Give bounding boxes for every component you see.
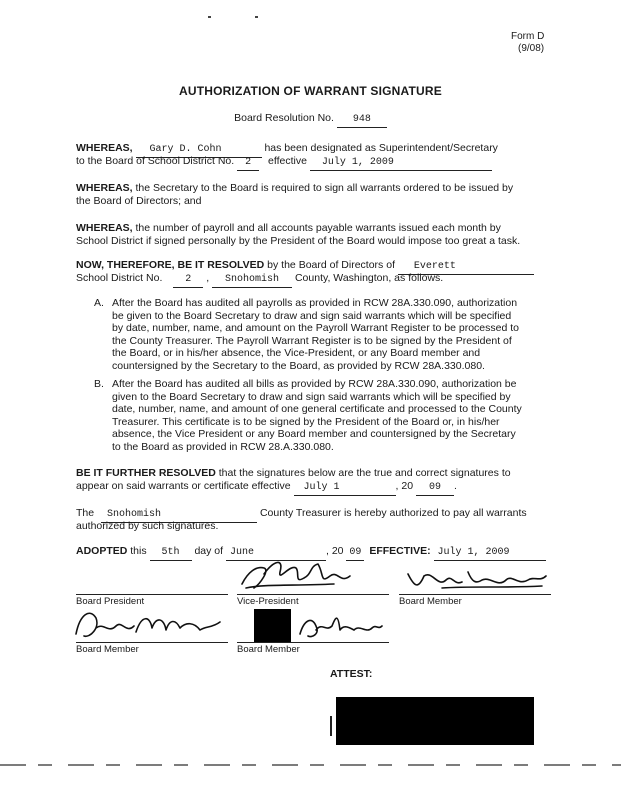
adopted-day: 5th — [150, 547, 192, 561]
district-number-2: 2 — [173, 274, 203, 288]
further-keyword: BE IT FURTHER RESOLVED — [76, 467, 216, 479]
item-b-line: After the Board has audited all bills as provided by RCW 28A.330.090, authorization be — [112, 378, 517, 390]
redaction-block — [254, 609, 291, 642]
item-a-line: be given to the Board Secretary to draw and sign said warrants which will be specified — [112, 309, 512, 322]
board-member-1-label: Board Member — [399, 596, 462, 607]
item-b-marker: B. — [94, 378, 104, 390]
board-member-2-signature-line — [76, 642, 228, 643]
item-b-line: to the Board as provided in RCW 28.A.330.080. — [112, 440, 334, 453]
whereas-1-text-a: has been designated as Superintendent/Secretary — [264, 142, 498, 154]
item-b — [112, 378, 522, 453]
secretary-name: Gary D. Cohn — [136, 144, 262, 158]
board-member-3-label: Board Member — [237, 644, 300, 655]
county-name: Snohomish — [212, 274, 292, 288]
adopted-year: 09 — [346, 547, 364, 561]
whereas-2 — [76, 182, 513, 195]
scan-artifact-dot — [255, 16, 258, 18]
further-line2 — [76, 480, 457, 496]
treasurer-line2: authorized by such signatures. — [76, 520, 219, 532]
whereas-3-line2: School District if signed personally by the President of the Board would impose too great a task. — [76, 235, 521, 247]
whereas-keyword: WHEREAS, — [76, 142, 133, 154]
year-prefix: , 20 — [395, 480, 414, 492]
board-member-signature-3 — [294, 606, 384, 646]
treasurer-text-a: County Treasurer is hereby authorized to pay all warrants — [259, 507, 527, 519]
whereas-1-text-c: effective — [268, 155, 307, 167]
board-member-signature-2 — [70, 604, 230, 644]
president-signature-line — [76, 594, 228, 595]
period: . — [453, 480, 457, 492]
resolved-keyword: NOW, THEREFORE, BE IT RESOLVED — [76, 259, 265, 271]
item-a-line: by date, number, name, and amount on the Payroll Warrant Register to be processed to — [112, 322, 520, 334]
item-b-line: Treasurer. This certificate is to be signed by the President of the Board or, in his/her — [112, 415, 500, 428]
resolved-text-a: by the Board of Directors of — [267, 259, 395, 271]
adopted-month: June — [226, 547, 326, 561]
item-b-line: date, number, name, and amount of one general certificate and processed to the County — [112, 403, 522, 415]
item-a-line: the Board, or in his/her absence, the Vice-President, or any Board member and — [112, 347, 481, 359]
further-year: 09 — [416, 482, 454, 496]
board-member-3-signature-line — [237, 642, 389, 643]
board-president-label: Board President — [76, 596, 145, 607]
treasurer-county: Snohomish — [101, 509, 257, 523]
vice-president-label: Vice-President — [237, 596, 299, 607]
item-a-line: After the Board has audited all payrolls as provided in RCW 28A.330.090, authorization — [112, 297, 518, 309]
resolution-label: Board Resolution No. — [234, 112, 334, 124]
resolved-text-c: County, Washington, as follows. — [294, 272, 444, 284]
item-a-line: the County Treasurer. The Payroll Warrant Register is to be signed by the President of — [112, 334, 512, 347]
whereas-3 — [76, 222, 501, 235]
form-id: Form D — [511, 31, 545, 42]
whereas-1-line2 — [76, 155, 492, 171]
board-member-2-label: Board Member — [76, 644, 139, 655]
further-text-b: appear on said warrants or certificate effective — [76, 480, 291, 492]
effective-date: July 1, 2009 — [310, 157, 492, 171]
resolution-line — [0, 112, 621, 128]
resolved-line2: School District No. 2 , Snohomish County, Washington, as follows. — [76, 272, 443, 288]
item-a-line: countersigned by the Secretary to the Board, as provided by RCW 28A.330.080. — [112, 359, 485, 372]
district-number: 2 — [237, 157, 259, 171]
adopted-year-prefix: , 20 — [325, 545, 344, 557]
scan-artifact-dot — [208, 16, 211, 18]
president-signature — [234, 554, 374, 594]
vice-president-signature-line — [237, 594, 389, 595]
resolved-text-b: School District No. — [76, 272, 163, 284]
district-name: Everett — [398, 261, 534, 275]
whereas-keyword: WHEREAS, — [76, 182, 133, 194]
redaction-block — [336, 697, 534, 745]
adopted-day-of: day of — [194, 545, 224, 557]
item-b-line: absence, the Vice President or any Board member and countersigned by the Secretary — [112, 428, 516, 440]
page-title: AUTHORIZATION OF WARRANT SIGNATURE — [178, 84, 442, 98]
board-member-1-signature-line — [399, 594, 551, 595]
whereas-keyword: WHEREAS, — [76, 222, 133, 234]
adopted-this: this — [130, 545, 147, 557]
adopted-effective-date: July 1, 2009 — [434, 547, 546, 561]
treasurer-the: The — [76, 507, 95, 519]
whereas-1-text-b: to the Board of School District No. — [76, 155, 235, 167]
further-resolved — [76, 467, 511, 480]
further-effective-date: July 1 — [294, 482, 396, 496]
form-date: (9/08) — [518, 43, 545, 54]
adopted-label: ADOPTED — [76, 545, 128, 557]
scan-artifact-row — [0, 764, 621, 766]
whereas-3-line1: the number of payroll and all accounts payable warrants issued each month by — [135, 222, 501, 234]
item-a — [112, 297, 519, 372]
whereas-2-line1: the Secretary to the Board is required to sign all warrants ordered to be issued by — [135, 182, 514, 194]
effective-label: EFFECTIVE: — [369, 545, 431, 557]
item-a-marker: A. — [94, 297, 104, 309]
resolution-number: 948 — [337, 114, 387, 128]
item-b-line: given to the Board Secretary to draw and sign said warrants which will be specified by — [112, 390, 511, 403]
further-text-a: that the signatures below are the true and correct signatures to — [218, 467, 511, 479]
attest-label: ATTEST: — [330, 668, 373, 680]
whereas-2-line2: the Board of Directors; and — [76, 195, 202, 207]
